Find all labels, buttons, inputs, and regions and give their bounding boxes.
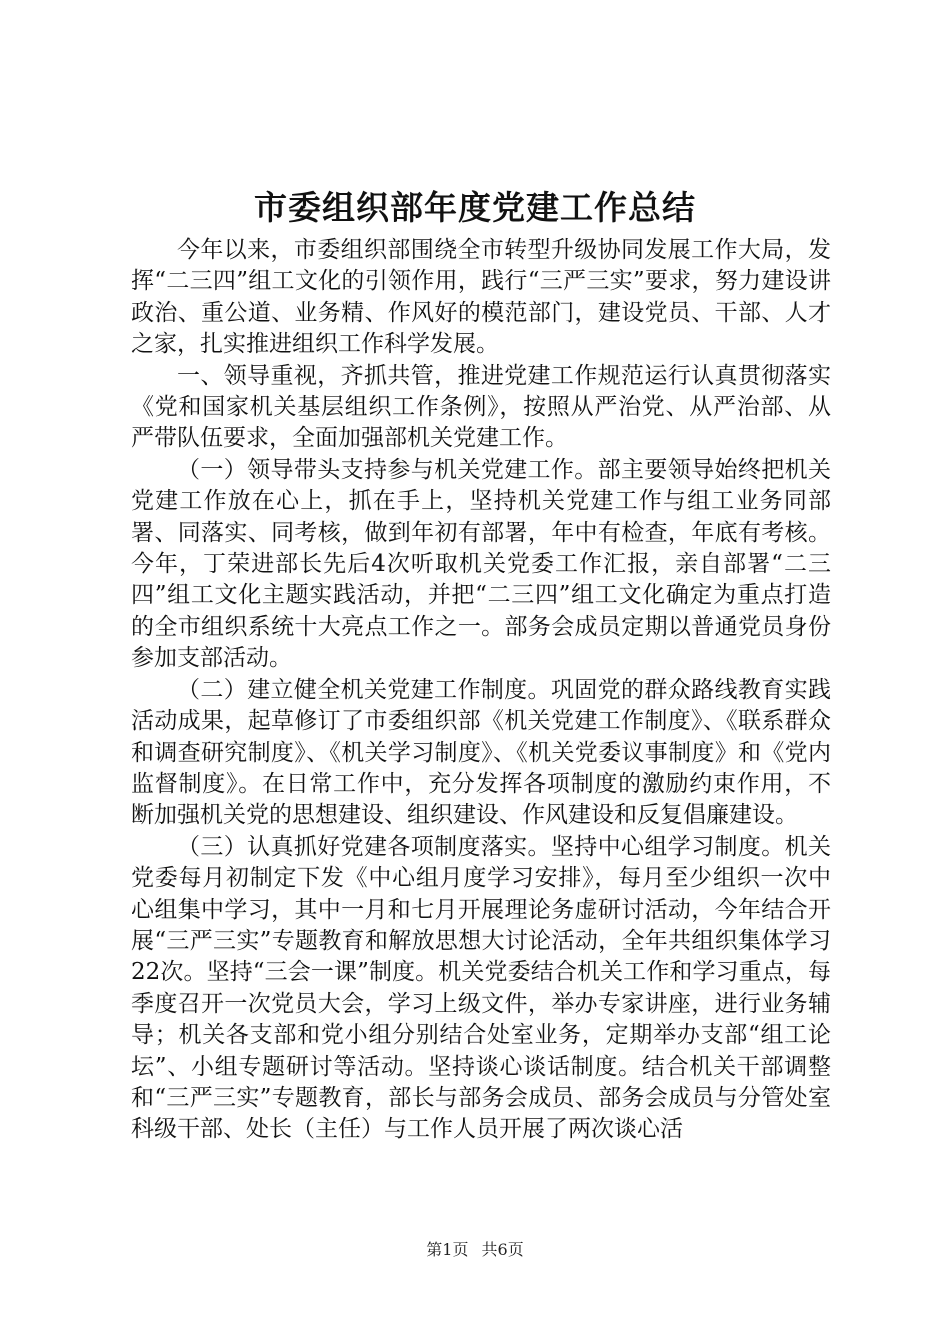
- document-title: 市委组织部年度党建工作总结: [254, 188, 696, 227]
- page-footer: [0, 1238, 950, 1262]
- page-total: 共6页: [481, 1240, 524, 1259]
- paragraph-section-1: 一、领导重视，齐抓共管，推进党建工作规范运行认真贯彻落实《党和国家机关基层组织工作条例》，按照从严治党、从严治部、从严带队伍要求，全面加强部机关党建工作。: [131, 362, 831, 452]
- paragraph-subsection-2: （二）建立健全机关党建工作制度。巩固党的群众路线教育实践活动成果，起草修订了市委组织部《机关党建工作制度》、《联系群众和调查研究制度》、《机关学习制度》、《机关党委议事制度》和《党内监督制度》。在日常工作中，充分发挥各项制度的激励约束作用，不断加强机关党的思想建设、组织建设、作风建设和反复倡廉建设。: [131, 676, 831, 829]
- document-body: [131, 235, 831, 1146]
- page-number: 第1页: [426, 1240, 469, 1259]
- paragraph-intro: 今年以来，市委组织部围绕全市转型升级协同发展工作大局，发挥“二三四”组工文化的引领作用，践行“三严三实”要求，努力建设讲政治、重公道、业务精、作风好的模范部门，建设党员、干部、人才之家，扎实推进组织工作科学发展。: [131, 237, 831, 358]
- paragraph-subsection-1: （一）领导带头支持参与机关党建工作。部主要领导始终把机关党建工作放在心上，抓在手上，坚持机关党建工作与组工业务同部署、同落实、同考核，做到年初有部署，年中有检查，年底有考核。今年，丁荣进部长先后4次听取机关党委工作汇报，亲自部署“二三四”组工文化主题实践活动，并把“二三四”组工文化确定为重点打造的全市组织系统十大亮点工作之一。部务会成员定期以普通党员身份参加支部活动。: [131, 456, 831, 672]
- paragraph-subsection-3: （三）认真抓好党建各项制度落实。坚持中心组学习制度。机关党委每月初制定下发《中心组月度学习安排》，每月至少组织一次中心组集中学习，其中一月和七月开展理论务虚研讨活动，今年结合开展“三严三实”专题教育和解放思想大讨论活动，全年共组织集体学习22次。坚持“三会一课”制度。机关党委结合机关工作和学习重点，每季度召开一次党员大会，学习上级文件，举办专家讲座，进行业务辅导；机关各支部和党小组分别结合处室业务，定期举办支部“组工论坛”、小组专题研讨等活动。坚持谈心谈话制度。结合机关干部调整和“三严三实”专题教育，部长与部务会成员、部务会成员与分管处室科级干部、处长（主任）与工作人员开展了两次谈心活: [131, 833, 831, 1143]
